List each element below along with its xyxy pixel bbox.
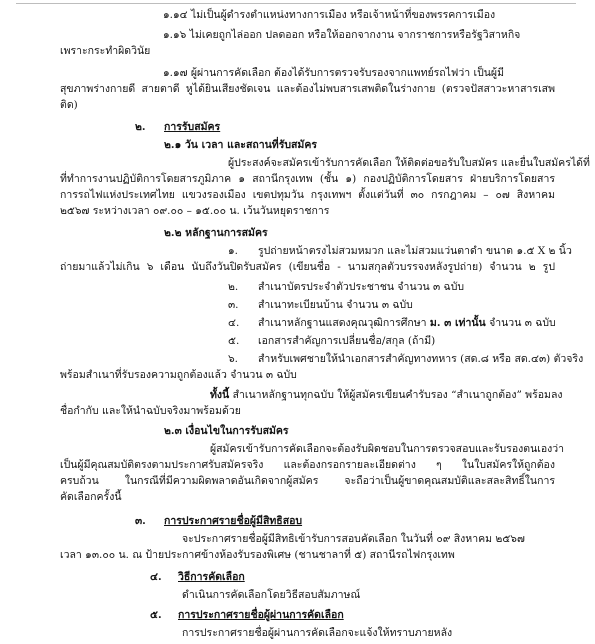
- section-4-title: วิธีการคัดเลือก: [178, 571, 245, 583]
- document-item-6-cont: พร้อมสำเนาที่รับรองความถูกต้องแล้ว จำนวน ๓ ฉบับ: [60, 369, 297, 381]
- qualification-1-16-cont: เพราะกระทำผิดวินัย: [60, 45, 151, 57]
- certify-note-text: สำเนาหลักฐานทุกฉบับ ให้ผู้สมัครเขียนคำรับรอง “สำเนาถูกต้อง” พร้อมลง: [232, 389, 563, 401]
- section-4-number: ๔.: [150, 571, 162, 583]
- section-3-line2: เวลา ๑๓.๐๐ น. ณ ป้ายประกาศข้างห้องรับรองพิเศษ (ชานชาลาที่ ๕) สถานีรถไฟกรุงเทพ: [60, 549, 455, 561]
- document-item-1-number: ๑.: [228, 245, 239, 257]
- document-item-4: [258, 316, 556, 330]
- section-5-number: ๕.: [150, 609, 162, 621]
- section-2-number: ๒.: [135, 121, 146, 133]
- document-item-1-cont: ถ่ายมาแล้วไม่เกิน ๖ เดือน นับถึงวันปิดรับสมัคร (เขียนชื่อ - นามสกุลตัวบรรจงหลังรูปถ่าย) จำนวน ๒ รูป: [60, 261, 555, 273]
- document-item-5: เอกสารสำคัญการเปลี่ยนชื่อ/สกุล (ถ้ามี): [258, 335, 436, 347]
- certify-note: [210, 388, 563, 402]
- section-2-title: การรับสมัคร: [164, 121, 221, 133]
- qualification-1-17-cont: สุขภาพร่างกายดี สายตาดี หูได้ยินเสียงชัดเจน และต้องไม่พบสารเสพติดในร่างกาย (ตรวจปัสสาวะหาสารเสพ: [60, 83, 555, 95]
- page-edge-line: [16, 3, 576, 4]
- section-5-title: การประกาศรายชื่อผู้ผ่านการคัดเลือก: [178, 609, 344, 621]
- document-item-3: สำเนาทะเบียนบ้าน จำนวน ๓ ฉบับ: [258, 299, 413, 311]
- qualification-1-16: ๑.๑๖ ไม่เคยถูกไล่ออก ปลดออก หรือให้ออกจากงาน จากราชการหรือรัฐวิสาหกิจ: [163, 29, 521, 41]
- document-item-4-text: สำเนาหลักฐานแสดงคุณวุฒิการศึกษา: [258, 317, 427, 329]
- document-item-3-number: ๓.: [228, 299, 239, 311]
- section-2-3-line2: เป็นผู้มีคุณสมบัติตรงตามประกาศรับสมัครจริง และต้องกรอกรายละเอียดต่าง ๆ ในใบสมัครให้ถูกต้อง: [60, 459, 555, 471]
- section-2-3-line4: คัดเลือกครั้งนี้: [60, 491, 122, 503]
- section-4-line1: ดำเนินการคัดเลือกโดยวิธีสอบสัมภาษณ์: [182, 589, 361, 601]
- section-5-line1: การประกาศรายชื่อผู้ผ่านการคัดเลือกจะแจ้งให้ทราบภายหลัง: [182, 627, 453, 639]
- qualification-1-17-cont2: ติด): [60, 99, 78, 111]
- section-2-2-title: ๒.๒ หลักฐานการสมัคร: [164, 227, 268, 239]
- document-item-1: รูปถ่ายหน้าตรงไม่สวมหมวก และไม่สวมแว่นตาดำ ขนาด ๑.๕ X ๒ นิ้ว: [258, 245, 572, 257]
- section-3-line1: จะประกาศรายชื่อผู้มีสิทธิเข้ารับการสอบคัดเลือก ในวันที่ ๐๙ สิงหาคม ๒๕๖๗: [182, 533, 525, 545]
- document-item-4-emphasis: ม. ๓ เท่านั้น: [429, 317, 486, 329]
- section-2-1-line4: ๒๕๖๗ ระหว่างเวลา ๐๙.๐๐ – ๑๕.๐๐ น. เว้นวันหยุดราชการ: [60, 205, 330, 217]
- section-3-title: การประกาศรายชื่อผู้มีสิทธิสอบ: [164, 515, 303, 527]
- document-item-2-number: ๒.: [228, 281, 239, 293]
- document-item-6: สำหรับเพศชายให้นำเอกสารสำคัญทางทหาร (สด.๘ หรือ สด.๔๓) ตัวจริง: [258, 353, 584, 365]
- document-item-4-number: ๔.: [228, 317, 240, 329]
- section-3-number: ๓.: [135, 515, 146, 527]
- document-item-6-number: ๖.: [228, 353, 239, 365]
- document-item-2: สำเนาบัตรประจำตัวประชาชน จำนวน ๓ ฉบับ: [258, 281, 465, 293]
- document-item-4-count: จำนวน ๓ ฉบับ: [489, 317, 556, 329]
- section-2-3-title: ๒.๓ เงื่อนไขในการรับสมัคร: [164, 425, 289, 437]
- qualification-1-17: ๑.๑๗ ผู้ผ่านการคัดเลือก ต้องได้รับการตรวจรับรองจากแพทย์รถไฟว่า เป็นผู้มี: [163, 67, 504, 79]
- section-2-1-line3: การรถไฟแห่งประเทศไทย แขวงรองเมือง เขตปทุมวัน กรุงเทพฯ ตั้งแต่วันที่ ๓๐ กรกฎาคม – ๐๗ สิงหาคม: [60, 189, 555, 201]
- qualification-1-14: ๑.๑๔ ไม่เป็นผู้ดำรงตำแหน่งทางการเมือง หรือเจ้าหน้าที่ของพรรคการเมือง: [163, 9, 496, 21]
- section-2-3-line3: ครบถ้วน ในกรณีที่มีความผิดพลาดอันเกิดจากผู้สมัคร จะถือว่าเป็นผู้ขาดคุณสมบัติและสละสิทธิ์ในการ: [60, 475, 555, 487]
- certify-note-cont: ชื่อกำกับ และให้นำฉบับจริงมาพร้อมด้วย: [60, 405, 241, 417]
- document-item-5-number: ๕.: [228, 335, 240, 347]
- section-2-3-line1: ผู้สมัครเข้ารับการคัดเลือกจะต้องรับผิดชอบในการตรวจสอบและรับรองตนเองว่า: [210, 443, 565, 455]
- section-2-1-line2: ที่ทำการงานปฏิบัติการโดยสารภูมิภาค ๑ สถานีกรุงเทพ (ชั้น ๑) กองปฏิบัติการโดยสาร ฝ่ายบริการโดยสาร: [60, 173, 555, 185]
- section-2-1-line1: ผู้ประสงค์จะสมัครเข้ารับการคัดเลือก ให้ติดต่อขอรับใบสมัคร และยื่นใบสมัครได้ที่: [228, 157, 590, 169]
- certify-note-lead: ทั้งนี้: [210, 389, 230, 401]
- section-2-1-title: ๒.๑ วัน เวลา และสถานที่รับสมัคร: [164, 139, 317, 151]
